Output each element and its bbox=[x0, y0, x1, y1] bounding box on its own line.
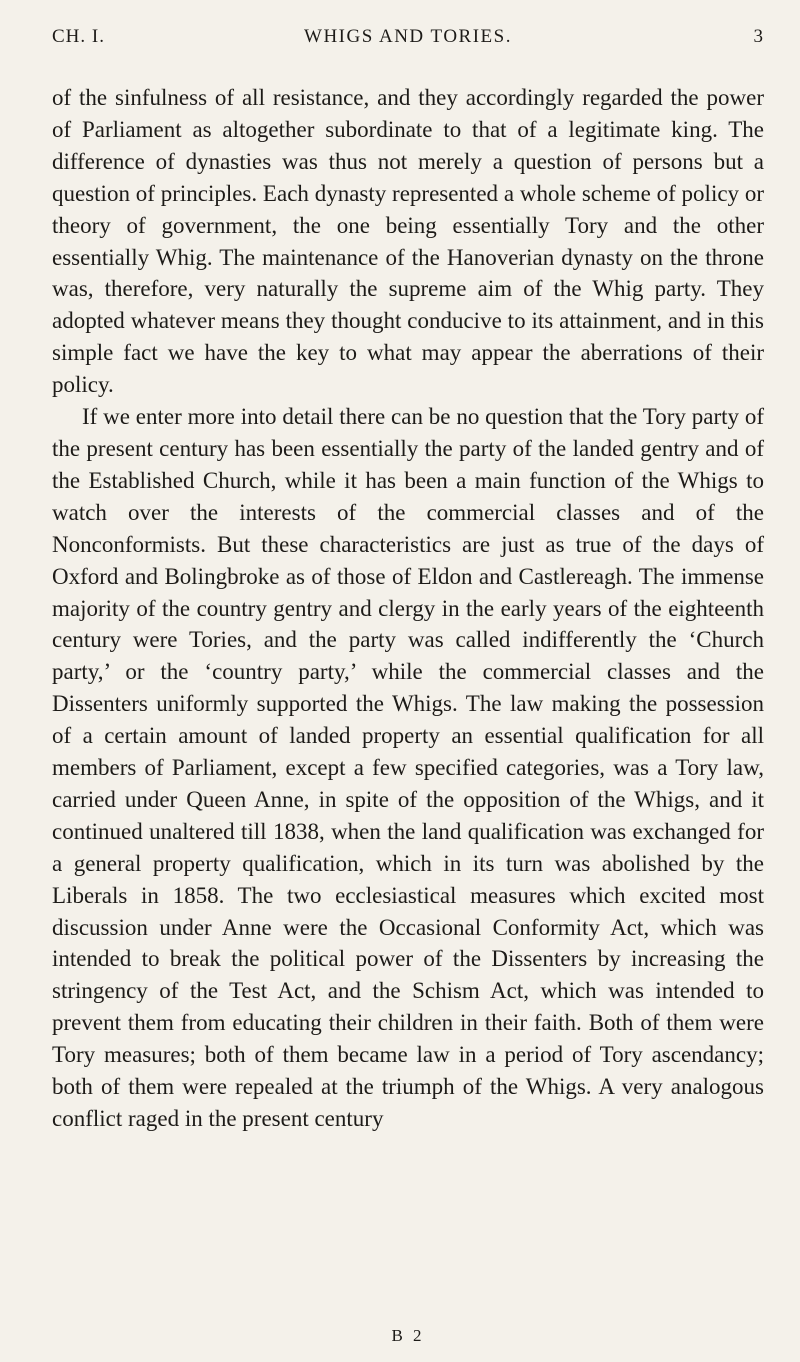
chapter-label: CH. I. bbox=[52, 26, 105, 47]
page-number: 3 bbox=[753, 26, 764, 47]
paragraph-continued: of the sinfulness of all resistance, and they accordingly regarded the power of Parliament as altogether subordinate to that of a legitimate king. The difference of dynasties was thus not merely a question of persons but a question of principles. Each dynasty represented a whole scheme of policy or theory of government, the one being essentially Tory and the other essentially Whig. The maintenance of the Hanoverian dynasty on the throne was, therefore, very naturally the supreme aim of the Whig party. They adopted whatever means they thought conducive to its attainment, and in this simple fact we have the key to what may appear the aberrations of their policy. bbox=[52, 85, 764, 398]
signature-mark: B 2 bbox=[391, 1326, 425, 1345]
running-title: WHIGS AND TORIES. bbox=[304, 26, 512, 47]
body-text bbox=[52, 82, 764, 1135]
running-head bbox=[52, 18, 764, 58]
book-page bbox=[52, 18, 764, 1348]
paragraph: If we enter more into detail there can be no question that the Tory party of the present century has been essentially the party of the landed gentry and of the Established Church, while it has been a main function of the Whigs to watch over the interests of the commercial classes and of the Nonconformists. But these characteristics are just as true of the days of Oxford and Bolingbroke as of those of Eldon and Castlereagh. The immense majority of the country gentry and clergy in the early years of the eighteenth century were Tories, and the party was called indifferently the ‘Church party,’ or the ‘country party,’ while the commercial classes and the Dissenters uniformly supported the Whigs. The law making the possession of a certain amount of landed property an essential qualification for all members of Parliament, except a few specified categories, was a Tory law, carried under Queen Anne, in spite of the opposition of the Whigs, and it continued unaltered till 1838, when the land qualification was exchanged for a general property qualification, which in its turn was abolished by the Liberals in 1858. The two ecclesiastical measures which excited most discussion under Anne were the Occasional Conformity Act, which was intended to break the political power of the Dissenters by increasing the stringency of the Test Act, and the Schism Act, which was intended to prevent them from educating their children in their faith. Both of them were Tory measures; both of them became law in a period of Tory ascendancy; both of them were repealed at the triumph of the Whigs. A very analogous conflict raged in the present century bbox=[52, 404, 764, 1131]
